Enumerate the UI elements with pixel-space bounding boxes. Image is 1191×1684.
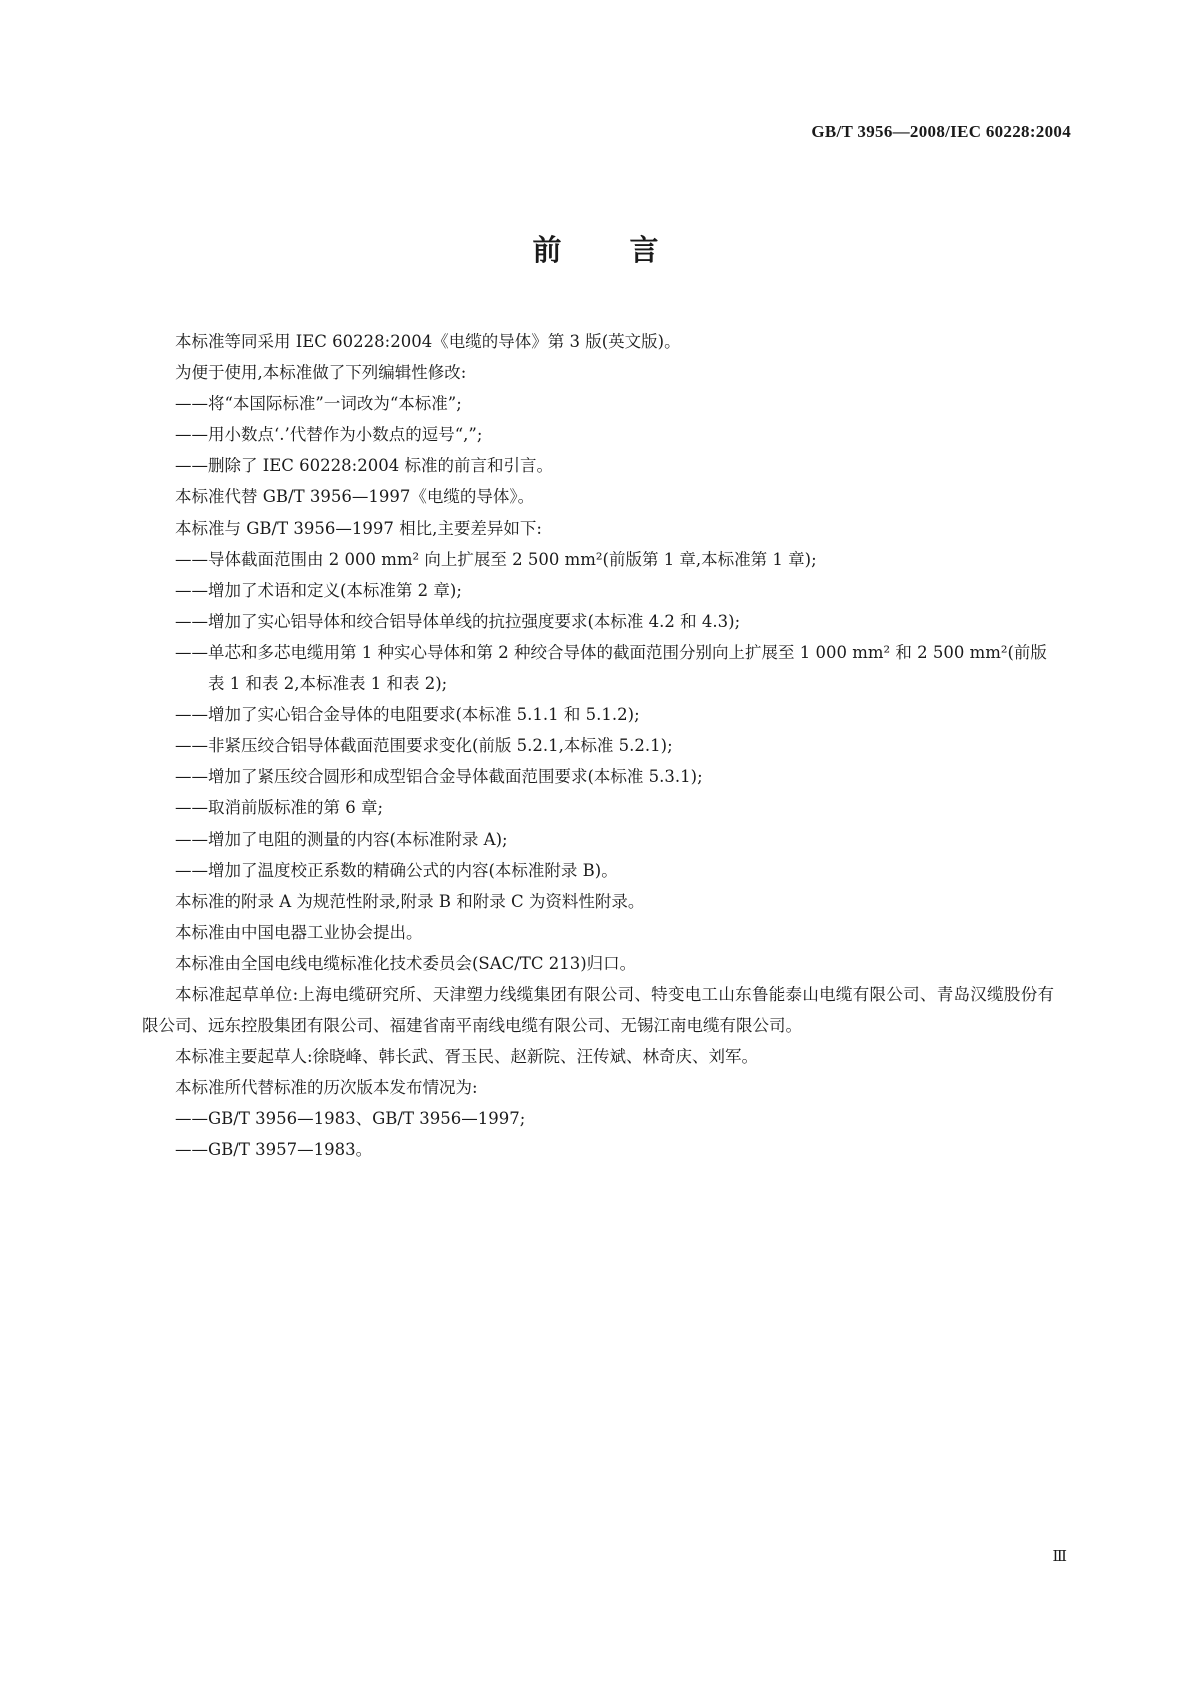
dash-marker: —— xyxy=(175,456,208,476)
paragraph: 为便于使用,本标准做了下列编辑性修改: xyxy=(175,363,467,383)
list-item xyxy=(142,637,1054,699)
list-item-text: 增加了实心铝导体和绞合铝导体单线的抗拉强度要求(本标准 4.2 和 4.3); xyxy=(208,611,741,631)
list-item xyxy=(142,824,1054,855)
title-char-2: 言 xyxy=(629,233,659,267)
page-number: Ⅲ xyxy=(1052,1549,1067,1565)
list-item-text: GB/T 3956—1983、GB/T 3956—1997; xyxy=(208,1109,526,1129)
list-item xyxy=(142,1103,1054,1134)
standard-code-header: GB/T 3956—2008/IEC 60228:2004 xyxy=(811,122,1071,141)
dash-marker: —— xyxy=(175,1140,208,1160)
dash-marker: —— xyxy=(175,798,208,818)
paragraph: 本标准起草单位:上海电缆研究所、天津塑力线缆集团有限公司、特变电工山东鲁能泰山电缆有限公司、青岛汉缆股份有限公司、远东控股集团有限公司、福建省南平南线电缆有限公司、无锡江南电缆有限公司。 xyxy=(142,984,1054,1036)
list-item xyxy=(142,730,1054,761)
paragraph: 本标准与 GB/T 3956—1997 相比,主要差异如下: xyxy=(175,518,542,538)
list-item xyxy=(142,388,1054,419)
list-item xyxy=(142,699,1054,730)
dash-marker: —— xyxy=(175,611,208,631)
list-item-text: 非紧压绞合铝导体截面范围要求变化(前版 5.2.1,本标准 5.2.1); xyxy=(208,736,673,756)
paragraph: 本标准的附录 A 为规范性附录,附录 B 和附录 C 为资料性附录。 xyxy=(175,891,645,911)
list-item xyxy=(142,575,1054,606)
list-item xyxy=(142,761,1054,792)
list-item-text: 增加了实心铝合金导体的电阻要求(本标准 5.1.1 和 5.1.2); xyxy=(208,705,640,725)
list-item-text: 取消前版标准的第 6 章; xyxy=(208,798,384,818)
list-item-text: 删除了 IEC 60228:2004 标准的前言和引言。 xyxy=(208,456,553,476)
dash-marker: —— xyxy=(175,549,208,569)
dash-marker: —— xyxy=(175,736,208,756)
list-item-text: GB/T 3957—1983。 xyxy=(208,1140,373,1160)
list-item xyxy=(142,606,1054,637)
list-item-text: 增加了温度校正系数的精确公式的内容(本标准附录 B)。 xyxy=(208,860,618,880)
list-item-text: 用小数点‘.’代替作为小数点的逗号“,”; xyxy=(208,425,483,445)
list-item-text: 单芯和多芯电缆用第 1 种实心导体和第 2 种绞合导体的截面范围分别向上扩展至 1 000 mm² 和 2 500 mm²(前版表 1 和表 2,本标准表 1 和表 2); xyxy=(208,642,1047,694)
foreword-body xyxy=(142,326,1054,1166)
dash-marker: —— xyxy=(175,1109,208,1129)
dash-marker: —— xyxy=(175,642,208,662)
list-item-text: 将“本国际标准”一词改为“本标准”; xyxy=(208,394,462,414)
list-item-text: 增加了术语和定义(本标准第 2 章); xyxy=(208,580,462,600)
page-title xyxy=(0,228,1191,269)
list-item xyxy=(142,544,1054,575)
paragraph: 本标准由中国电器工业协会提出。 xyxy=(175,922,423,942)
paragraph: 本标准由全国电线电缆标准化技术委员会(SAC/TC 213)归口。 xyxy=(175,953,637,973)
list-item xyxy=(142,1134,1054,1165)
dash-marker: —— xyxy=(175,705,208,725)
list-item xyxy=(142,855,1054,886)
list-item xyxy=(142,419,1054,450)
paragraph: 本标准主要起草人:徐晓峰、韩长武、胥玉民、赵新院、汪传斌、林奇庆、刘军。 xyxy=(175,1047,759,1067)
dash-marker: —— xyxy=(175,425,208,445)
dash-marker: —— xyxy=(175,860,208,880)
paragraph: 本标准等同采用 IEC 60228:2004《电缆的导体》第 3 版(英文版)。 xyxy=(175,332,681,351)
list-item-text: 增加了电阻的测量的内容(本标准附录 A); xyxy=(208,829,508,849)
dash-marker: —— xyxy=(175,580,208,600)
list-item-text: 导体截面范围由 2 000 mm² 向上扩展至 2 500 mm²(前版第 1 章,本标准第 1 章); xyxy=(208,549,817,569)
dash-marker: —— xyxy=(175,829,208,849)
list-item xyxy=(142,792,1054,823)
title-char-1: 前 xyxy=(532,233,562,267)
paragraph: 本标准代替 GB/T 3956—1997《电缆的导体》。 xyxy=(175,487,535,507)
list-item-text: 增加了紧压绞合圆形和成型铝合金导体截面范围要求(本标准 5.3.1); xyxy=(208,767,703,787)
dash-marker: —— xyxy=(175,394,208,414)
dash-marker: —— xyxy=(175,767,208,787)
list-item xyxy=(142,450,1054,481)
paragraph: 本标准所代替标准的历次版本发布情况为: xyxy=(175,1078,478,1098)
